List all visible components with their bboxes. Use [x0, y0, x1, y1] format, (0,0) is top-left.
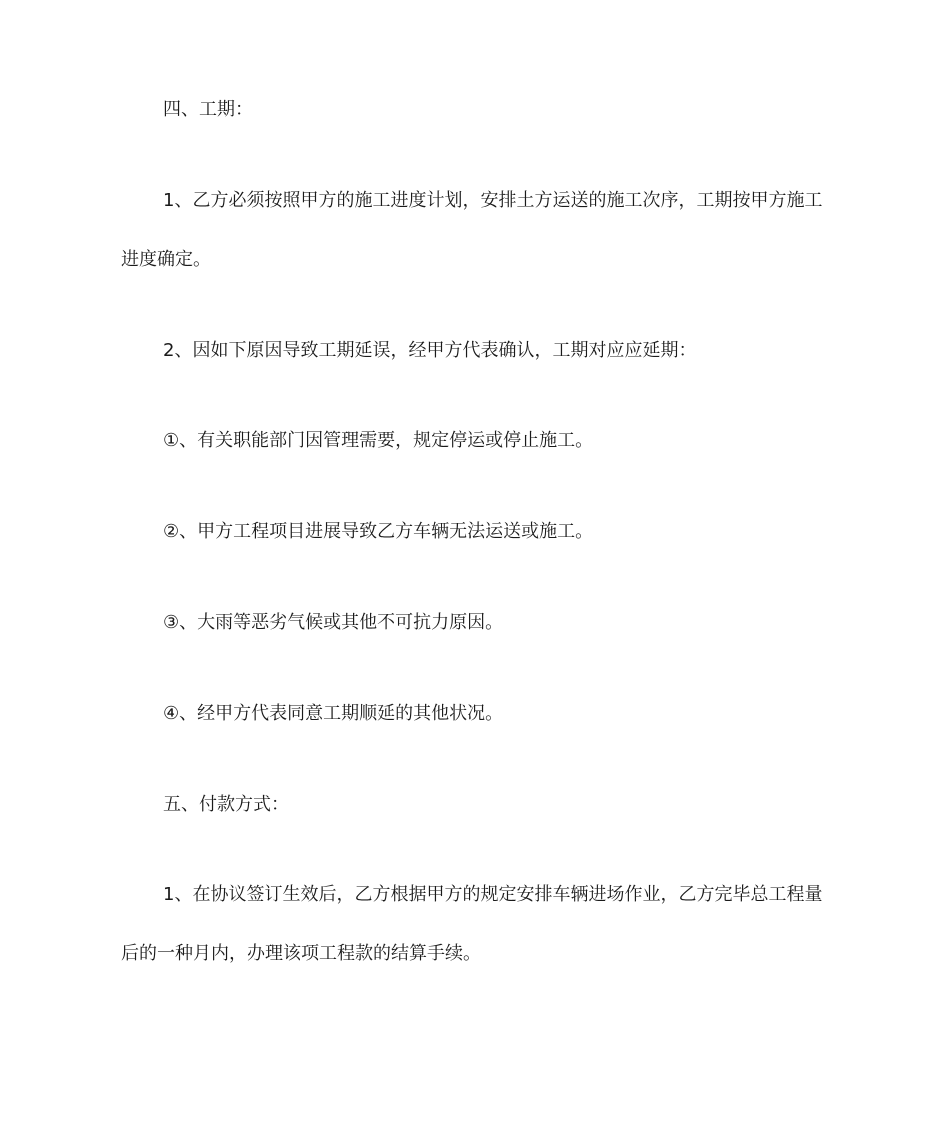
delay-reason-3: ③、大雨等恶劣气候或其他不可抗力原因。 [163, 612, 504, 633]
schedule-clause-1: 1、乙方必须按照甲方的施工进度计划，安排土方运送的施工次序，工期按甲方施工进度确定。 [121, 190, 823, 270]
delay-reason-4: ④、经甲方代表同意工期顺延的其他状况。 [163, 703, 504, 724]
section-heading-schedule: 四、工期： [163, 99, 253, 120]
delay-reason-2: ②、甲方工程项目进展导致乙方车辆无法运送或施工。 [163, 521, 594, 542]
schedule-clause-2: 2、因如下原因导致工期延误，经甲方代表确认，工期对应应延期： [163, 340, 697, 361]
delay-reason-1: ①、有关职能部门因管理需要，规定停运或停止施工。 [163, 430, 594, 451]
payment-clause-1: 1、在协议签订生效后，乙方根据甲方的规定安排车辆进场作业，乙方完毕总工程量后的一种月内，办理该项工程款的结算手续。 [121, 884, 823, 964]
section-heading-payment: 五、付款方式： [163, 794, 289, 815]
